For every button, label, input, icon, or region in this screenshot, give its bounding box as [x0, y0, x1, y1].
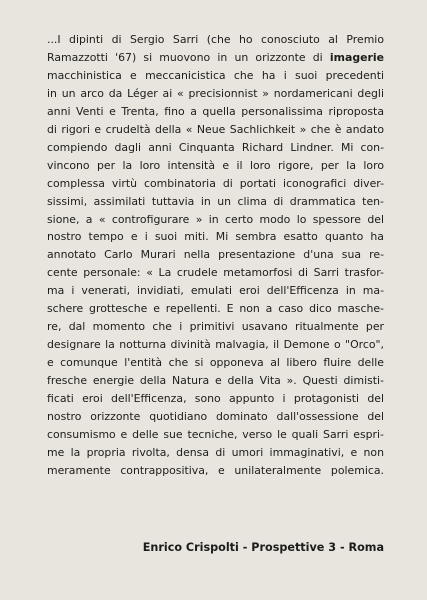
text-line: sissimi, assimilati tuttavia in un clima di drammatica ten-: [47, 194, 384, 208]
text-line: ficati eroi dell'Efficenza, sono appunto i protagonisti del: [47, 392, 384, 406]
text-line: e comunque l'entità che si opponeva al libero fluire delle: [47, 356, 384, 370]
text-line: di rigori e crudeltà della « Neue Sachlichkeit » che è andato: [47, 122, 384, 136]
text-line: macchinistica e meccanicistica che ha i suoi precedenti: [47, 68, 384, 82]
text-line-segment: Ramazzotti '67) si muovono in un orizzonte di: [47, 50, 330, 64]
text-line: cente personale: « La crudele metamorfosi di Sarri trasfor-: [47, 266, 384, 280]
text-line: sione, a « controfigurare » in certo modo lo spessore del: [47, 212, 384, 226]
text-line: consumismo e delle sue tecniche, verso le quali Sarri espri-: [47, 427, 384, 441]
text-line: meramente contrappositiva, e unilateralmente polemica.: [47, 463, 384, 477]
bold-term: imagerie: [329, 50, 384, 64]
text-line: ...I dipinti di Sergio Sarri (che ho conosciuto al Premio: [47, 33, 384, 46]
text-line: nostro orizzonte quotidiano dominato dall'ossessione del: [47, 410, 384, 424]
text-line: vincono per la loro intensità e il loro rigore, per la loro: [47, 158, 384, 172]
text-line: schere grottesche e repellenti. E non a caso dico masche-: [47, 302, 384, 316]
author-signature: Enrico Crispolti - Prospettive 3 - Roma: [142, 541, 384, 554]
text-line: designare la notturna divinità malvagia, il Demone o "Orco",: [47, 338, 384, 352]
text-line: compiendo dagli anni Cinquanta Richard Lindner. Mi con-: [47, 140, 384, 154]
text-line: re, dal momento che i primitivi usavano ritualmente per: [47, 320, 384, 334]
text-line: [47, 49, 384, 67]
text-line: ma i venerati, invidiati, emulati eroi dell'Efficenza in ma-: [47, 284, 384, 298]
text-line: anni Venti e Trenta, fino a quella personalissima riproposta: [47, 104, 384, 118]
text-line: me la propria rivolta, densa di umori immaginativi, e non: [47, 445, 384, 459]
article-body: [47, 31, 384, 480]
text-line: annotato Carlo Murari nella presentazione d'una sua re-: [47, 248, 384, 262]
text-line: fresche energie della Natura e della Vita ». Questi dimisti-: [47, 374, 384, 388]
text-line: nostro tempo e i suoi miti. Mi sembra esatto quanto ha: [47, 230, 384, 244]
text-line: complessa virtù combinatoria di portati iconografici diver-: [47, 176, 384, 190]
text-line: in un arco da Léger ai « precisionnist » nordamericani degli: [47, 86, 384, 100]
